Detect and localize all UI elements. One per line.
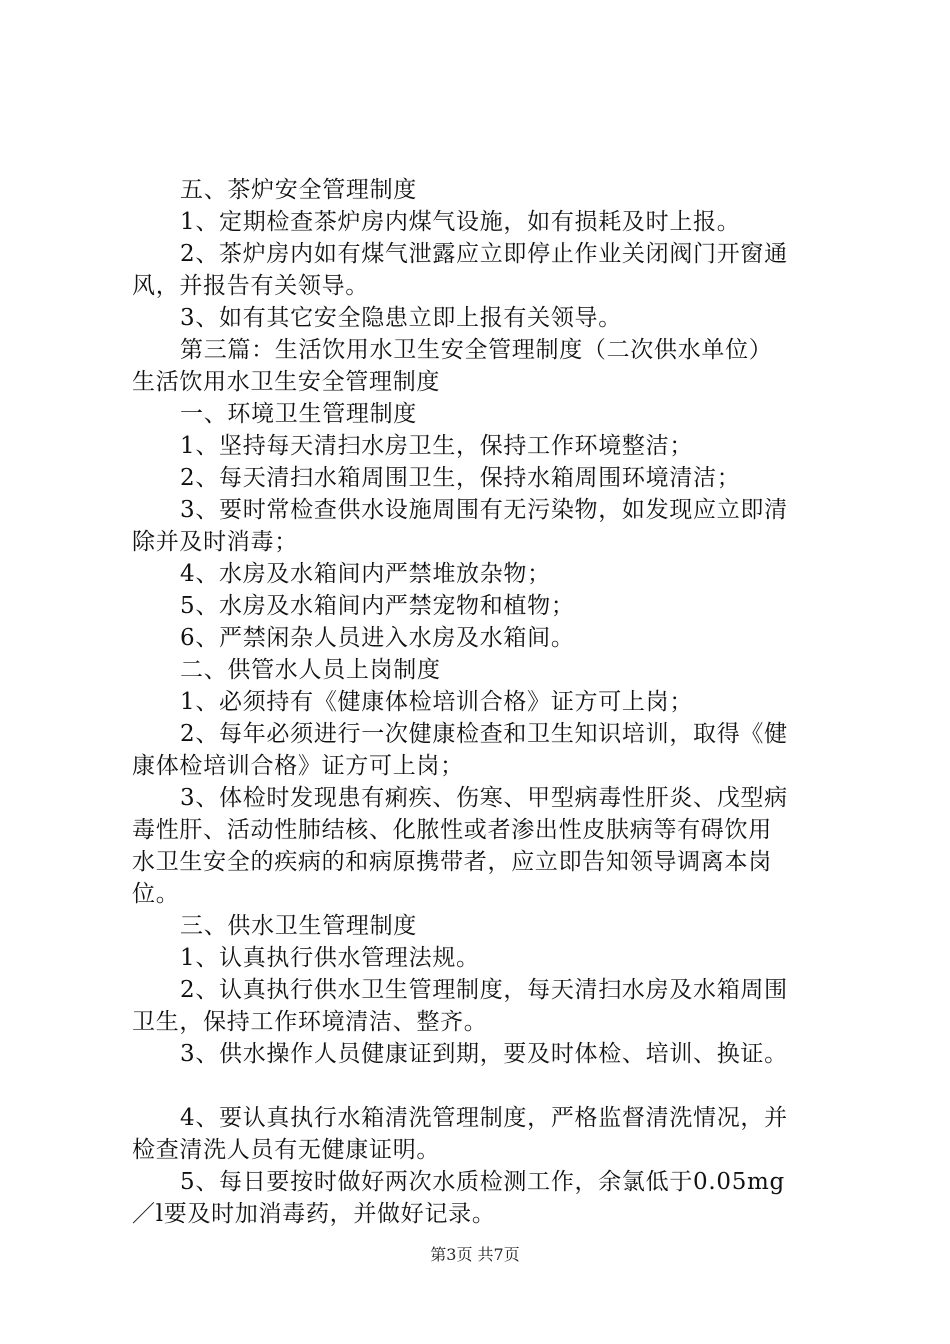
page-number-footer: 第3页 共7页 [430, 1245, 520, 1264]
paragraph-line: 3、供水操作人员健康证到期，要及时体检、培训、换证。 [180, 1041, 788, 1067]
section-heading: 二、供管水人员上岗制度 [180, 657, 441, 683]
paragraph-line: 2、每年必须进行一次健康检查和卫生知识培训，取得《健 [180, 721, 788, 747]
paragraph-line: 水卫生安全的疾病的和病原携带者，应立即告知领导调离本岗 [132, 849, 772, 875]
paragraph-line: 3、要时常检查供水设施周围有无污染物，如发现应立即清 [180, 497, 788, 523]
paragraph-line: 1、必须持有《健康体检培训合格》证方可上岗； [180, 689, 694, 715]
paragraph-line: ／l要及时加消毒药，并做好记录。 [132, 1201, 496, 1227]
paragraph-line: 6、严禁闲杂人员进入水房及水箱间。 [180, 625, 575, 651]
paragraph-line: 卫生，保持工作环境清洁、整齐。 [132, 1009, 488, 1035]
paragraph-line: 2、每天清扫水箱周围卫生，保持水箱周围环境清洁； [180, 465, 741, 491]
section-heading: 三、供水卫生管理制度 [180, 913, 417, 939]
paragraph-line: 除并及时消毒； [132, 529, 298, 555]
paragraph-line: 2、茶炉房内如有煤气泄露应立即停止作业关闭阀门开窗通 [180, 241, 788, 267]
paragraph-line: 3、如有其它安全隐患立即上报有关领导。 [180, 305, 622, 331]
document-title: 生活饮用水卫生安全管理制度 [132, 369, 441, 395]
chapter-heading: 第三篇：生活饮用水卫生安全管理制度（二次供水单位） [180, 337, 773, 363]
paragraph-line: 毒性肝、活动性肺结核、化脓性或者渗出性皮肤病等有碍饮用 [132, 817, 772, 843]
paragraph-line: 4、要认真执行水箱清洗管理制度，严格监督清洗情况，并 [180, 1105, 788, 1131]
paragraph-line: 5、每日要按时做好两次水质检测工作，余氯低于0.05mg [180, 1169, 785, 1195]
paragraph-line: 1、认真执行供水管理法规。 [180, 945, 480, 971]
paragraph-line: 风，并报告有关领导。 [132, 273, 369, 299]
paragraph-line: 2、认真执行供水卫生管理制度，每天清扫水房及水箱周围 [180, 977, 788, 1003]
paragraph-line: 康体检培训合格》证方可上岗； [132, 753, 464, 779]
paragraph-line: 检查清洗人员有无健康证明。 [132, 1137, 441, 1163]
paragraph-line: 3、体检时发现患有痢疾、伤寒、甲型病毒性肝炎、戊型病 [180, 785, 788, 811]
paragraph-line: 位。 [132, 881, 180, 907]
paragraph-line: 1、坚持每天清扫水房卫生，保持工作环境整洁； [180, 433, 694, 459]
paragraph-line: 1、定期检查茶炉房内煤气设施，如有损耗及时上报。 [180, 209, 741, 235]
section-heading: 一、环境卫生管理制度 [180, 401, 417, 427]
section-heading: 五、茶炉安全管理制度 [180, 177, 417, 203]
paragraph-line: 4、水房及水箱间内严禁堆放杂物； [180, 561, 551, 587]
paragraph-line: 5、水房及水箱间内严禁宠物和植物； [180, 593, 575, 619]
